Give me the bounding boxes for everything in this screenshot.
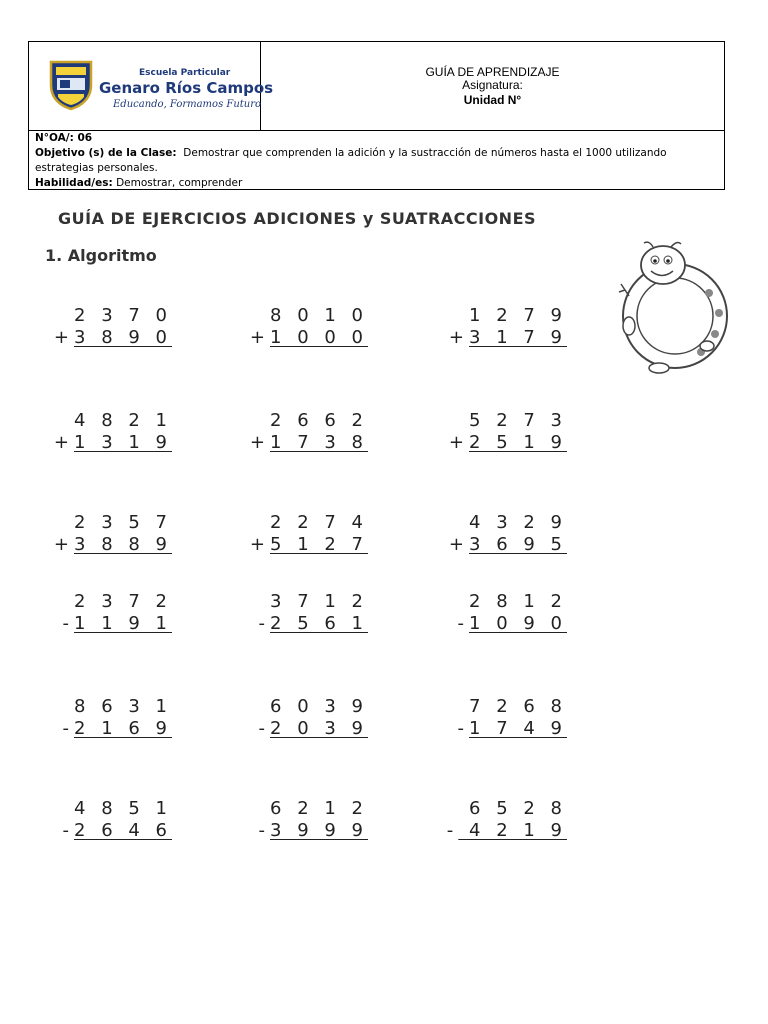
exercise-top-number: 2 6 6 2 — [270, 410, 368, 431]
oa-label: N°OA/: 06 — [35, 132, 93, 144]
exercise-top-number: 2 3 7 2 — [74, 591, 172, 612]
exercise-top-number: 6 2 1 2 — [270, 798, 368, 819]
exercise-14 — [228, 696, 368, 740]
exercise-top-number: 8 6 3 1 — [74, 696, 172, 717]
exercise-16 — [32, 798, 172, 842]
exercise-15 — [427, 696, 567, 740]
exercise-bottom-line — [228, 613, 368, 635]
logo-school-type: Escuela Particular — [139, 68, 231, 78]
exercise-bottom-number: 1 7 3 8 — [270, 432, 368, 453]
section-heading: 1. Algoritmo — [45, 246, 157, 265]
exercise-top-number: 6 5 2 8 — [469, 798, 567, 819]
exercise-operator: - — [258, 613, 271, 634]
exercise-operator: + — [448, 534, 470, 555]
objective-area — [29, 130, 724, 191]
exercise-top-number: 2 3 5 7 — [74, 512, 172, 533]
exercise-bottom-line — [427, 820, 567, 842]
exercise-operator: + — [448, 327, 470, 348]
exercise-bottom-line — [228, 432, 368, 454]
exercise-18 — [427, 798, 567, 842]
exercise-9 — [427, 512, 567, 556]
exercise-operator: - — [62, 718, 75, 739]
exercise-top-number: 4 8 2 1 — [74, 410, 172, 431]
exercise-4 — [32, 410, 172, 454]
exercise-bottom-line — [228, 534, 368, 556]
school-shield-icon — [48, 59, 94, 111]
exercise-operator: - — [457, 718, 470, 739]
exercise-bottom-number: 2 6 4 6 — [74, 820, 172, 841]
exercise-2 — [228, 305, 368, 349]
header-box — [28, 41, 725, 190]
info-cell — [261, 42, 724, 130]
exercise-bottom-line — [32, 432, 172, 454]
exercise-bottom-number: 2 5 6 1 — [270, 613, 368, 634]
exercise-bottom-line — [427, 718, 567, 740]
exercise-bottom-line — [427, 432, 567, 454]
exercise-operator: - — [457, 613, 470, 634]
exercise-operator: - — [258, 820, 271, 841]
ladybug-mascot-icon — [615, 238, 735, 376]
exercise-7 — [32, 512, 172, 556]
exercise-operator: - — [258, 718, 271, 739]
exercise-bottom-number: 3 1 7 9 — [469, 327, 567, 348]
exercise-bottom-line — [228, 718, 368, 740]
exercise-bottom-number: 2 5 1 9 — [469, 432, 567, 453]
exercise-8 — [228, 512, 368, 556]
exercise-operator: + — [448, 432, 470, 453]
logo-motto: Educando, Formamos Futuro — [113, 99, 262, 110]
exercise-11 — [228, 591, 368, 635]
guide-label: GUÍA DE APRENDIZAJE — [425, 65, 560, 79]
unit-label: Unidad N° — [463, 93, 522, 107]
exercise-operator: + — [249, 534, 271, 555]
exercise-top-number: 8 0 1 0 — [270, 305, 368, 326]
exercise-bottom-number: 4 2 1 9 — [458, 820, 567, 841]
exercise-bottom-number: 1 3 1 9 — [74, 432, 172, 453]
exercise-bottom-number: 3 8 8 9 — [74, 534, 172, 555]
exercise-bottom-line — [32, 534, 172, 556]
exercise-bottom-line — [228, 327, 368, 349]
exercise-top-number: 4 3 2 9 — [469, 512, 567, 533]
exercise-top-number: 2 8 1 2 — [469, 591, 567, 612]
exercise-top-number: 3 7 1 2 — [270, 591, 368, 612]
exercise-operator: + — [249, 432, 271, 453]
exercise-operator: + — [53, 327, 75, 348]
objective-line — [35, 146, 718, 176]
logo-cell — [29, 42, 274, 130]
exercise-bottom-number: 5 1 2 7 — [270, 534, 368, 555]
exercise-top-number: 6 0 3 9 — [270, 696, 368, 717]
exercise-bottom-number: 2 0 3 9 — [270, 718, 368, 739]
exercise-bottom-line — [32, 327, 172, 349]
exercise-bottom-line — [228, 820, 368, 842]
logo-school-name: Genaro Ríos Campos — [99, 79, 274, 97]
exercise-top-number: 2 2 7 4 — [270, 512, 368, 533]
exercise-13 — [32, 696, 172, 740]
exercise-operator: - — [62, 820, 75, 841]
exercise-operator: + — [53, 534, 75, 555]
exercise-bottom-number: 1 7 4 9 — [469, 718, 567, 739]
exercise-top-number: 2 3 7 0 — [74, 305, 172, 326]
exercise-operator: - — [62, 613, 75, 634]
exercise-top-number: 4 8 5 1 — [74, 798, 172, 819]
exercise-bottom-line — [32, 820, 172, 842]
exercise-bottom-line — [32, 718, 172, 740]
objective-label: Objetivo (s) de la Clase: — [35, 147, 177, 159]
exercise-12 — [427, 591, 567, 635]
skill-text: Demostrar, comprender — [116, 177, 243, 189]
exercise-17 — [228, 798, 368, 842]
exercise-3 — [427, 305, 567, 349]
exercise-bottom-number: 1 1 9 1 — [74, 613, 172, 634]
exercise-top-number: 1 2 7 9 — [469, 305, 567, 326]
page-title: GUÍA DE EJERCICIOS ADICIONES y SUATRACCIONES — [58, 209, 537, 228]
exercise-5 — [228, 410, 368, 454]
exercise-1 — [32, 305, 172, 349]
exercise-bottom-line — [427, 534, 567, 556]
subject-label: Asignatura: — [462, 78, 523, 92]
oa-line — [35, 131, 718, 146]
skill-line — [35, 176, 718, 191]
exercise-bottom-line — [32, 613, 172, 635]
exercise-bottom-number: 2 1 6 9 — [74, 718, 172, 739]
exercise-operator: + — [249, 327, 271, 348]
exercise-bottom-line — [427, 327, 567, 349]
exercise-top-number: 7 2 6 8 — [469, 696, 567, 717]
objective-text: Demostrar que comprenden la adición y la sustracción de números hasta el 1000 utilizando estrategias personales. — [35, 147, 667, 174]
exercise-6 — [427, 410, 567, 454]
exercise-bottom-number: 1 0 0 0 — [270, 327, 368, 348]
exercise-operator: - — [446, 820, 459, 841]
exercise-bottom-number: 3 6 9 5 — [469, 534, 567, 555]
exercise-10 — [32, 591, 172, 635]
exercise-bottom-number: 3 9 9 9 — [270, 820, 368, 841]
exercise-top-number: 5 2 7 3 — [469, 410, 567, 431]
exercise-bottom-line — [427, 613, 567, 635]
exercise-bottom-number: 1 0 9 0 — [469, 613, 567, 634]
skill-label: Habilidad/es: — [35, 177, 113, 189]
exercise-operator: + — [53, 432, 75, 453]
exercise-bottom-number: 3 8 9 0 — [74, 327, 172, 348]
